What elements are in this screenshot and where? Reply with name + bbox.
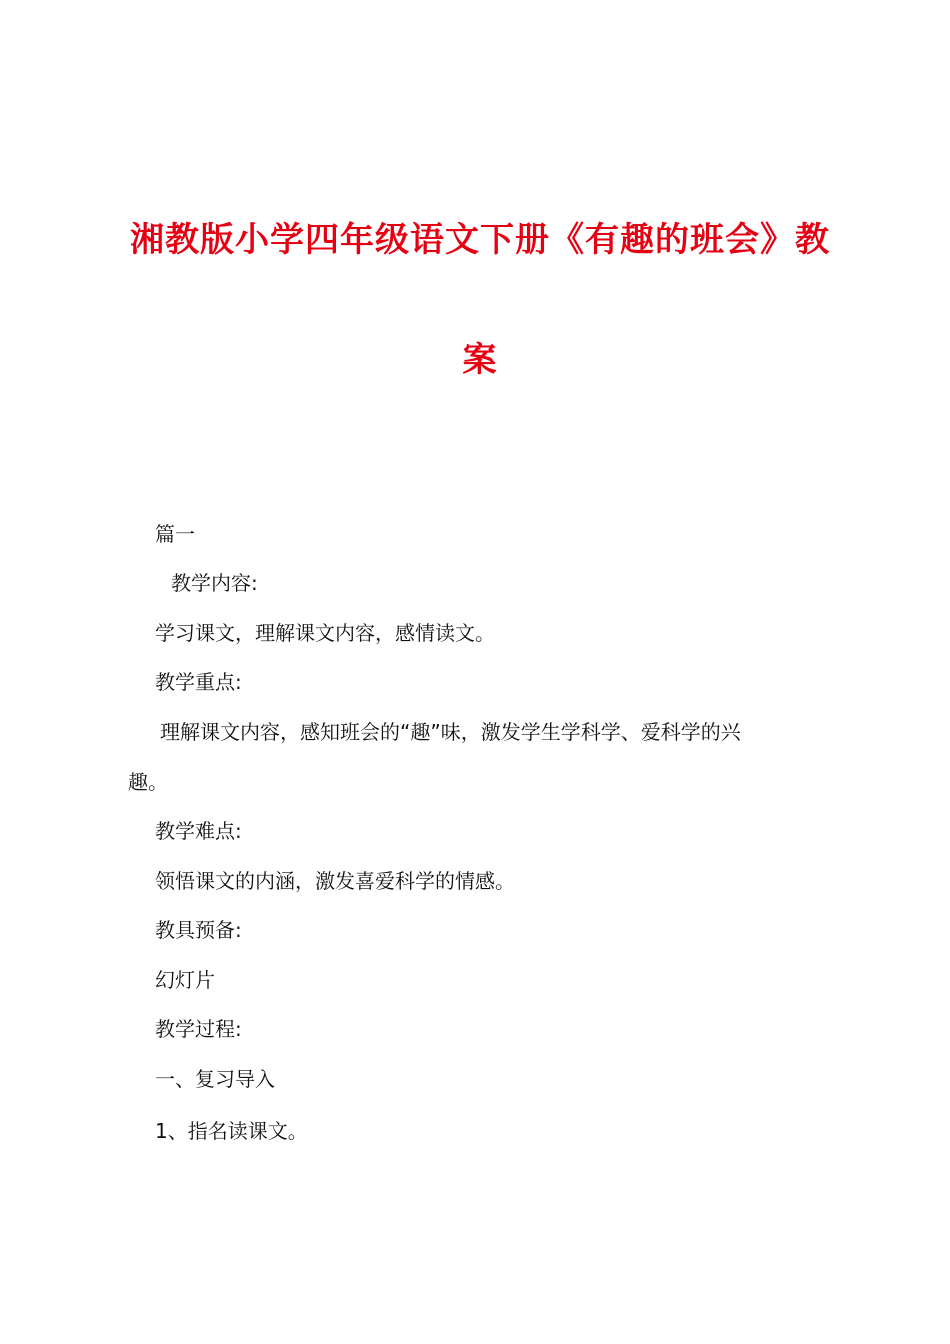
document-title-line-2: 案	[462, 340, 498, 380]
step-review-intro: 一、复习导入	[155, 1067, 275, 1091]
label-difficult-points: 教学难点:	[155, 819, 242, 843]
section-heading: 篇一	[155, 522, 195, 546]
step-read-text: 1、指名读课文。	[155, 1119, 308, 1143]
label-teaching-content: 教学内容:	[171, 571, 258, 595]
paragraph-key-points: 理解课文内容，感知班会的“趣”味，激发学生学科学、爱科学的兴	[160, 720, 741, 744]
document-title-line-1: 湘教版小学四年级语文下册《有趣的班会》教	[130, 220, 830, 260]
paragraph-teaching-content: 学习课文，理解课文内容，感情读文。	[155, 621, 495, 645]
label-teaching-process: 教学过程:	[155, 1017, 242, 1041]
label-teaching-aids: 教具预备:	[155, 918, 242, 942]
paragraph-difficult-points: 领悟课文的内涵，激发喜爱科学的情感。	[155, 869, 515, 893]
paragraph-key-points-continued: 趣。	[128, 770, 168, 794]
paragraph-teaching-aids: 幻灯片	[155, 968, 215, 992]
label-key-points: 教学重点:	[155, 670, 242, 694]
